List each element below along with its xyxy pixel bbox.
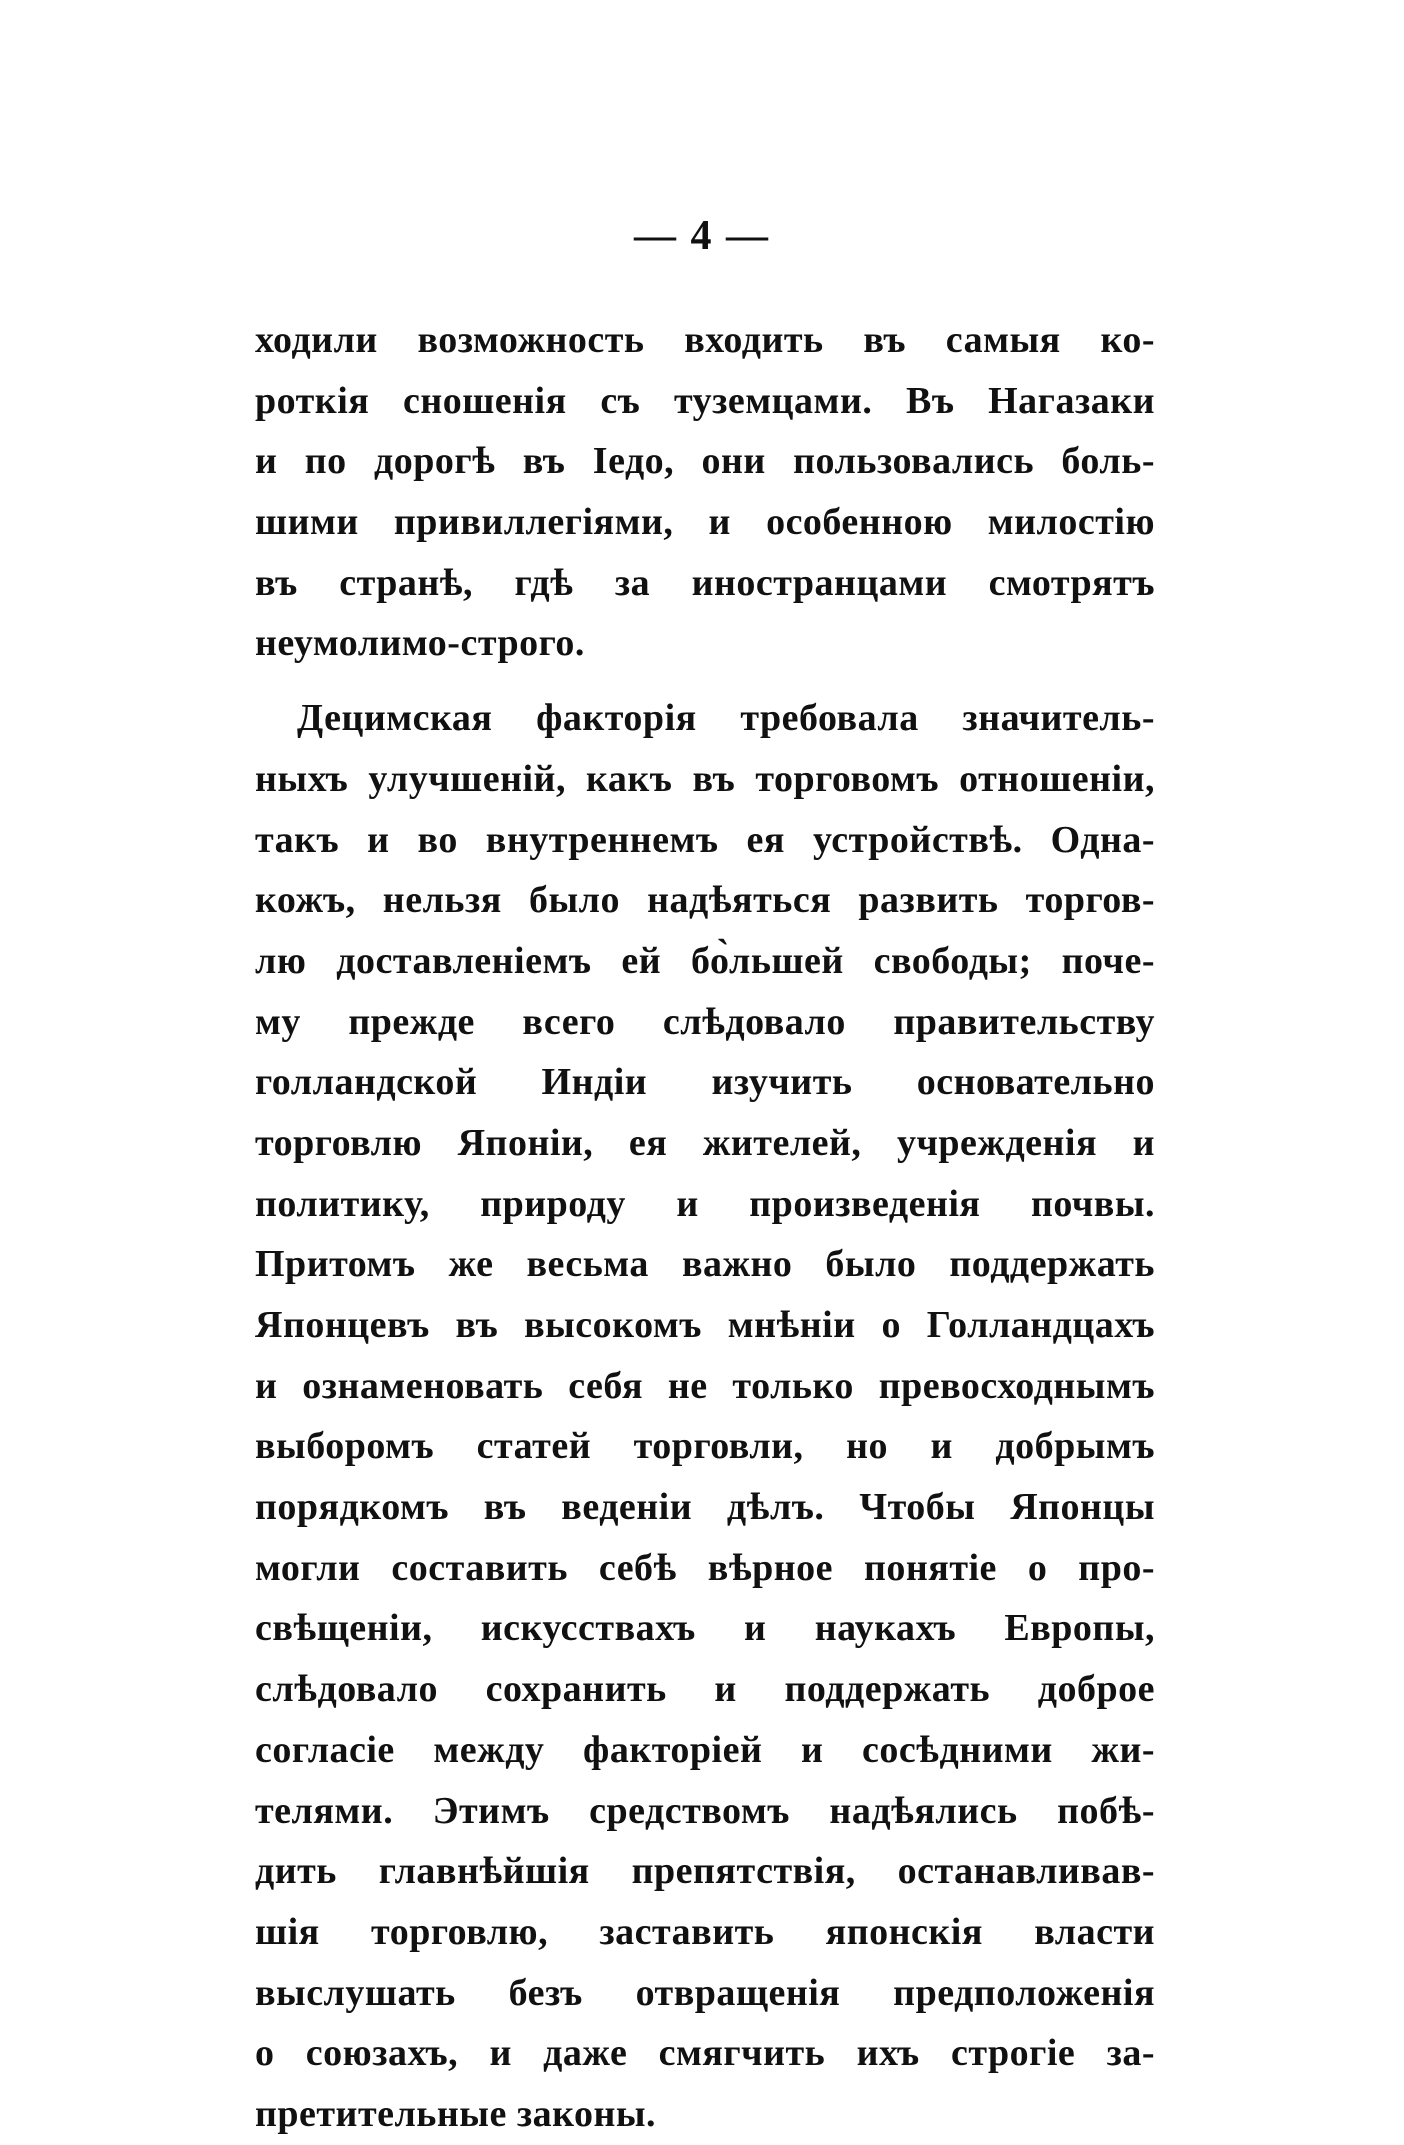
page-number: — 4 —: [634, 213, 770, 259]
paragraph-gap: [255, 674, 1155, 688]
text-line: неумолимо-строго.: [255, 622, 585, 665]
text-line: Притомъ же весьма важно было поддержать: [255, 1243, 1155, 1286]
text-line: кожъ, нельзя было надѣяться развить торгов-: [255, 879, 1155, 922]
text-line: въ странѣ, гдѣ за иностранцами смотрятъ: [255, 561, 1155, 604]
text-line: и ознаменовать себя не только превосходнымъ: [255, 1364, 1155, 1407]
text-line: ныхъ улучшеній, какъ въ торговомъ отношеніи,: [255, 757, 1155, 800]
text-line: могли составить себѣ вѣрное понятіе о про-: [255, 1546, 1155, 1589]
text-line: выборомъ статей торговли, но и добрымъ: [255, 1425, 1155, 1468]
text-line: телями. Этимъ средствомъ надѣялись побѣ-: [255, 1789, 1155, 1832]
text-line: лю доставленіемъ ей бо̀льшей свободы; поче-: [255, 939, 1155, 982]
text-line: роткія сношенія съ туземцами. Въ Нагазаки: [255, 379, 1155, 422]
text-line: такъ и во внутреннемъ ея устройствѣ. Одна-: [255, 818, 1155, 861]
text-line: дить главнѣйшія препятствія, останавливав-: [255, 1850, 1155, 1893]
text-line: политику, природу и произведенія почвы.: [255, 1182, 1155, 1225]
text-line: свѣщеніи, искусствахъ и наукахъ Европы,: [255, 1607, 1155, 1650]
text-line: Децимская факторія требовала значитель-: [297, 697, 1155, 740]
text-line: слѣдовало сохранить и поддержать доброе: [255, 1668, 1155, 1711]
text-line: порядкомъ въ веденіи дѣлъ. Чтобы Японцы: [255, 1486, 1155, 1529]
text-line: претительные законы.: [255, 2092, 657, 2135]
text-line: голландской Индіи изучить основательно: [255, 1061, 1155, 1104]
body-text: [255, 310, 1155, 2145]
text-line: му прежде всего слѣдовало правительству: [255, 1000, 1155, 1043]
text-line: Японцевъ въ высокомъ мнѣніи о Голландцахъ: [255, 1304, 1155, 1346]
text-line: торговлю Японіи, ея жителей, учрежденія и: [255, 1121, 1155, 1164]
text-line: шія торговлю, заставить японскія власти: [255, 1910, 1155, 1953]
text-line: о союзахъ, и даже смягчить ихъ строгіе за-: [255, 2032, 1155, 2075]
text-line: согласіе между факторіей и сосѣдними жи-: [255, 1728, 1155, 1771]
paragraph-1: [255, 310, 1155, 674]
text-line: ходили возможность входить въ самыя ко-: [255, 319, 1155, 361]
text-line: шими привиллегіями, и особенною милостію: [255, 501, 1155, 544]
text-line: выслушать безъ отвращенія предположенія: [255, 1971, 1155, 2014]
paragraph-2: [255, 688, 1155, 2145]
text-line: и по дорогѣ въ Іедо, они пользовались боль-: [255, 440, 1155, 483]
